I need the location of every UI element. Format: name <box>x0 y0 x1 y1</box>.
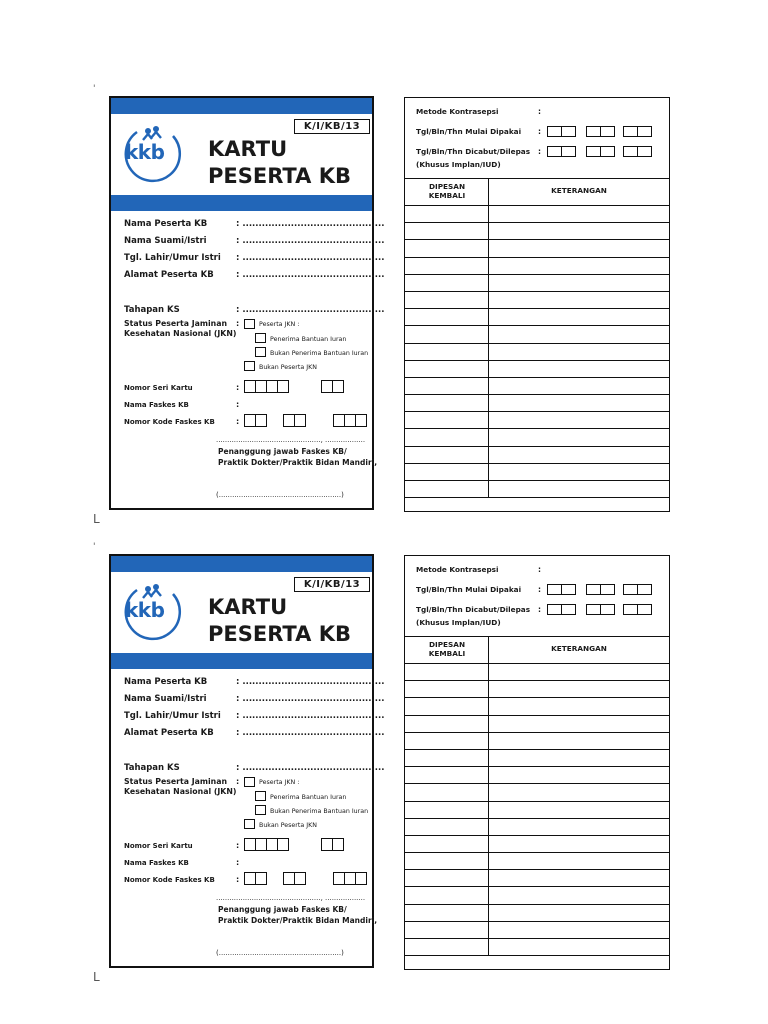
kode-faskes-boxes-2[interactable] <box>283 872 305 885</box>
signature-line: (.......................................................) <box>216 491 344 499</box>
table-row[interactable] <box>405 429 669 446</box>
card-title: KARTU PESERTA KB <box>208 595 351 646</box>
field-nama-peserta-value: : ............................................ <box>236 219 385 229</box>
table-row[interactable] <box>405 395 669 412</box>
column-separator <box>488 179 489 498</box>
col-dipesan-kembali: DIPESAN KEMBALI <box>428 640 466 658</box>
card-title: KARTU PESERTA KB <box>208 137 351 188</box>
kode-faskes-colon: : <box>236 417 240 426</box>
nomor-seri-boxes-2[interactable] <box>321 838 343 851</box>
signature-line: (.......................................................) <box>216 949 344 957</box>
tgl-mulai-colon: : <box>538 585 541 594</box>
tahapan-ks-label: Tahapan KS <box>124 305 180 315</box>
table-row[interactable] <box>405 309 669 326</box>
option-non-pbi-label: Bukan Penerima Bantuan Iuran <box>270 808 369 815</box>
table-row[interactable] <box>405 939 669 956</box>
nomor-seri-colon: : <box>236 841 240 850</box>
column-separator <box>488 637 489 956</box>
metode-label: Metode Kontrasepsi <box>416 565 499 574</box>
kode-faskes-boxes-3[interactable] <box>333 414 366 427</box>
field-nama-peserta-value: : ............................................ <box>236 677 385 687</box>
keterangan-table <box>405 636 669 956</box>
nama-faskes-colon: : <box>236 858 240 867</box>
front-card <box>109 554 385 968</box>
khusus-label: (Khusus Implan/IUD) <box>416 618 501 627</box>
tgl-dicabut-colon: : <box>538 147 541 156</box>
tgl-dicabut-year-boxes[interactable] <box>623 146 651 157</box>
signer-title: Penanggung jawab Faskes KB/ Praktik Dokter/Praktik Bidan Mandiri, <box>218 447 378 467</box>
tgl-dicabut-month-boxes[interactable] <box>586 146 614 157</box>
table-row[interactable] <box>405 361 669 378</box>
kode-faskes-boxes-3[interactable] <box>333 872 366 885</box>
field-nama-peserta-label: Nama Peserta KB <box>124 677 208 687</box>
metode-colon: : <box>538 565 541 574</box>
metode-label: Metode Kontrasepsi <box>416 107 499 116</box>
table-row[interactable] <box>405 767 669 784</box>
place-date-line: ..............................................., .................. <box>216 436 366 444</box>
tgl-mulai-month-boxes[interactable] <box>586 584 614 595</box>
option-pbi-label: Penerima Bantuan Iuran <box>270 794 347 801</box>
blue-band-middle <box>111 653 372 669</box>
tgl-dicabut-label: Tgl/Bln/Thn Dicabut/Dilepas <box>416 605 531 614</box>
status-jkn-label: Status Peserta Jaminan Kesehatan Nasional (JKN) <box>124 777 237 796</box>
col-keterangan: KETERANGAN <box>551 644 607 653</box>
tgl-mulai-day-boxes[interactable] <box>547 126 575 137</box>
checkbox-pbi[interactable] <box>255 333 266 343</box>
place-date-line: ..............................................., .................. <box>216 894 366 902</box>
nama-faskes-label: Nama Faskes KB <box>124 401 189 409</box>
crop-mark: L <box>93 512 100 526</box>
nomor-seri-label: Nomor Seri Kartu <box>124 842 193 850</box>
crop-mark: ' <box>93 542 96 552</box>
col-keterangan: KETERANGAN <box>551 186 607 195</box>
table-row[interactable] <box>405 344 669 361</box>
table-row[interactable] <box>405 733 669 750</box>
tgl-dicabut-year-boxes[interactable] <box>623 604 651 615</box>
option-peserta-jkn-label: Peserta JKN : <box>259 321 300 328</box>
checkbox-non-pbi[interactable] <box>255 805 266 815</box>
table-row[interactable] <box>405 819 669 836</box>
table-row[interactable] <box>405 716 669 733</box>
status-jkn-colon: : <box>236 319 240 328</box>
tgl-dicabut-label: Tgl/Bln/Thn Dicabut/Dilepas <box>416 147 531 156</box>
option-bukan-jkn-label: Bukan Peserta JKN <box>259 364 317 371</box>
tgl-dicabut-month-boxes[interactable] <box>586 604 614 615</box>
checkbox-peserta-jkn[interactable] <box>244 777 255 787</box>
option-pbi-label: Penerima Bantuan Iuran <box>270 336 347 343</box>
table-row[interactable] <box>405 378 669 395</box>
table-row[interactable] <box>405 870 669 887</box>
checkbox-non-pbi[interactable] <box>255 347 266 357</box>
field-nama-suami-value: : ............................................ <box>236 236 385 246</box>
tahapan-ks-value: : ............................................ <box>236 305 385 315</box>
kode-faskes-colon: : <box>236 875 240 884</box>
tahapan-ks-value: : ............................................ <box>236 763 385 773</box>
nomor-seri-boxes-2[interactable] <box>321 380 343 393</box>
field-alamat-value: : ............................................ <box>236 270 385 280</box>
keterangan-table <box>405 178 669 498</box>
option-non-pbi-label: Bukan Penerima Bantuan Iuran <box>270 350 369 357</box>
kode-faskes-label: Nomor Kode Faskes KB <box>124 876 215 884</box>
status-jkn-label: Status Peserta Jaminan Kesehatan Nasional (JKN) <box>124 319 237 338</box>
nomor-seri-boxes-1[interactable] <box>244 838 288 851</box>
field-tgl-lahir-value: : ............................................ <box>236 253 385 263</box>
table-body <box>405 664 669 956</box>
nomor-seri-boxes-1[interactable] <box>244 380 288 393</box>
checkbox-pbi[interactable] <box>255 791 266 801</box>
crop-mark: ' <box>93 84 96 94</box>
field-alamat-label: Alamat Peserta KB <box>124 728 214 738</box>
tgl-dicabut-colon: : <box>538 605 541 614</box>
tgl-mulai-month-boxes[interactable] <box>586 126 614 137</box>
field-nama-suami-value: : ............................................ <box>236 694 385 704</box>
nama-faskes-colon: : <box>236 400 240 409</box>
checkbox-bukan-jkn[interactable] <box>244 819 255 829</box>
blue-band-top <box>111 556 372 572</box>
kode-faskes-boxes-2[interactable] <box>283 414 305 427</box>
blue-band-top <box>111 98 372 114</box>
table-header <box>405 637 669 664</box>
table-row[interactable] <box>405 681 669 698</box>
crop-mark: L <box>93 970 100 984</box>
status-jkn-colon: : <box>236 777 240 786</box>
nama-faskes-label: Nama Faskes KB <box>124 859 189 867</box>
tgl-dicabut-day-boxes[interactable] <box>547 604 575 615</box>
tgl-mulai-year-boxes[interactable] <box>623 126 651 137</box>
field-alamat-label: Alamat Peserta KB <box>124 270 214 280</box>
table-row[interactable] <box>405 836 669 853</box>
metode-colon: : <box>538 107 541 116</box>
form-code: K/I/KB/13 <box>294 119 370 134</box>
option-bukan-jkn-label: Bukan Peserta JKN <box>259 822 317 829</box>
blue-band-middle <box>111 195 372 211</box>
table-row[interactable] <box>405 326 669 343</box>
kode-faskes-boxes-1[interactable] <box>244 872 266 885</box>
nomor-seri-colon: : <box>236 383 240 392</box>
field-nama-suami-label: Nama Suami/Istri <box>124 236 207 246</box>
signer-title: Penanggung jawab Faskes KB/ Praktik Dokter/Praktik Bidan Mandiri, <box>218 905 378 925</box>
checkbox-bukan-jkn[interactable] <box>244 361 255 371</box>
table-row[interactable] <box>405 802 669 819</box>
table-row[interactable] <box>405 275 669 292</box>
kode-faskes-label: Nomor Kode Faskes KB <box>124 418 215 426</box>
front-card <box>109 96 385 510</box>
field-nama-suami-label: Nama Suami/Istri <box>124 694 207 704</box>
logo-text: kkb <box>125 140 165 164</box>
table-row[interactable] <box>405 887 669 904</box>
field-tgl-lahir-label: Tgl. Lahir/Umur Istri <box>124 711 221 721</box>
table-row[interactable] <box>405 905 669 922</box>
tgl-dicabut-day-boxes[interactable] <box>547 146 575 157</box>
field-tgl-lahir-value: : ............................................ <box>236 711 385 721</box>
table-body <box>405 206 669 498</box>
form-code: K/I/KB/13 <box>294 577 370 592</box>
table-row[interactable] <box>405 750 669 767</box>
back-card <box>404 97 670 512</box>
table-row[interactable] <box>405 664 669 681</box>
table-row[interactable] <box>405 223 669 240</box>
table-row[interactable] <box>405 258 669 275</box>
table-row[interactable] <box>405 412 669 429</box>
col-dipesan-kembali: DIPESAN KEMBALI <box>428 182 466 200</box>
khusus-label: (Khusus Implan/IUD) <box>416 160 501 169</box>
field-tgl-lahir-label: Tgl. Lahir/Umur Istri <box>124 253 221 263</box>
table-row[interactable] <box>405 292 669 309</box>
table-row[interactable] <box>405 784 669 801</box>
tgl-mulai-year-boxes[interactable] <box>623 584 651 595</box>
table-header <box>405 179 669 206</box>
tgl-mulai-colon: : <box>538 127 541 136</box>
table-row[interactable] <box>405 853 669 870</box>
table-row[interactable] <box>405 240 669 257</box>
nomor-seri-label: Nomor Seri Kartu <box>124 384 193 392</box>
table-row[interactable] <box>405 698 669 715</box>
table-row[interactable] <box>405 922 669 939</box>
field-nama-peserta-label: Nama Peserta KB <box>124 219 208 229</box>
tgl-mulai-day-boxes[interactable] <box>547 584 575 595</box>
card-copy-bottom <box>0 458 768 984</box>
field-alamat-value: : ............................................ <box>236 728 385 738</box>
logo-text: kkb <box>125 598 165 622</box>
tahapan-ks-label: Tahapan KS <box>124 763 180 773</box>
table-row[interactable] <box>405 206 669 223</box>
checkbox-peserta-jkn[interactable] <box>244 319 255 329</box>
kode-faskes-boxes-1[interactable] <box>244 414 266 427</box>
tgl-mulai-label: Tgl/Bln/Thn Mulai Dipakai <box>416 127 522 136</box>
option-peserta-jkn-label: Peserta JKN : <box>259 779 300 786</box>
back-card <box>404 555 670 970</box>
tgl-mulai-label: Tgl/Bln/Thn Mulai Dipakai <box>416 585 522 594</box>
